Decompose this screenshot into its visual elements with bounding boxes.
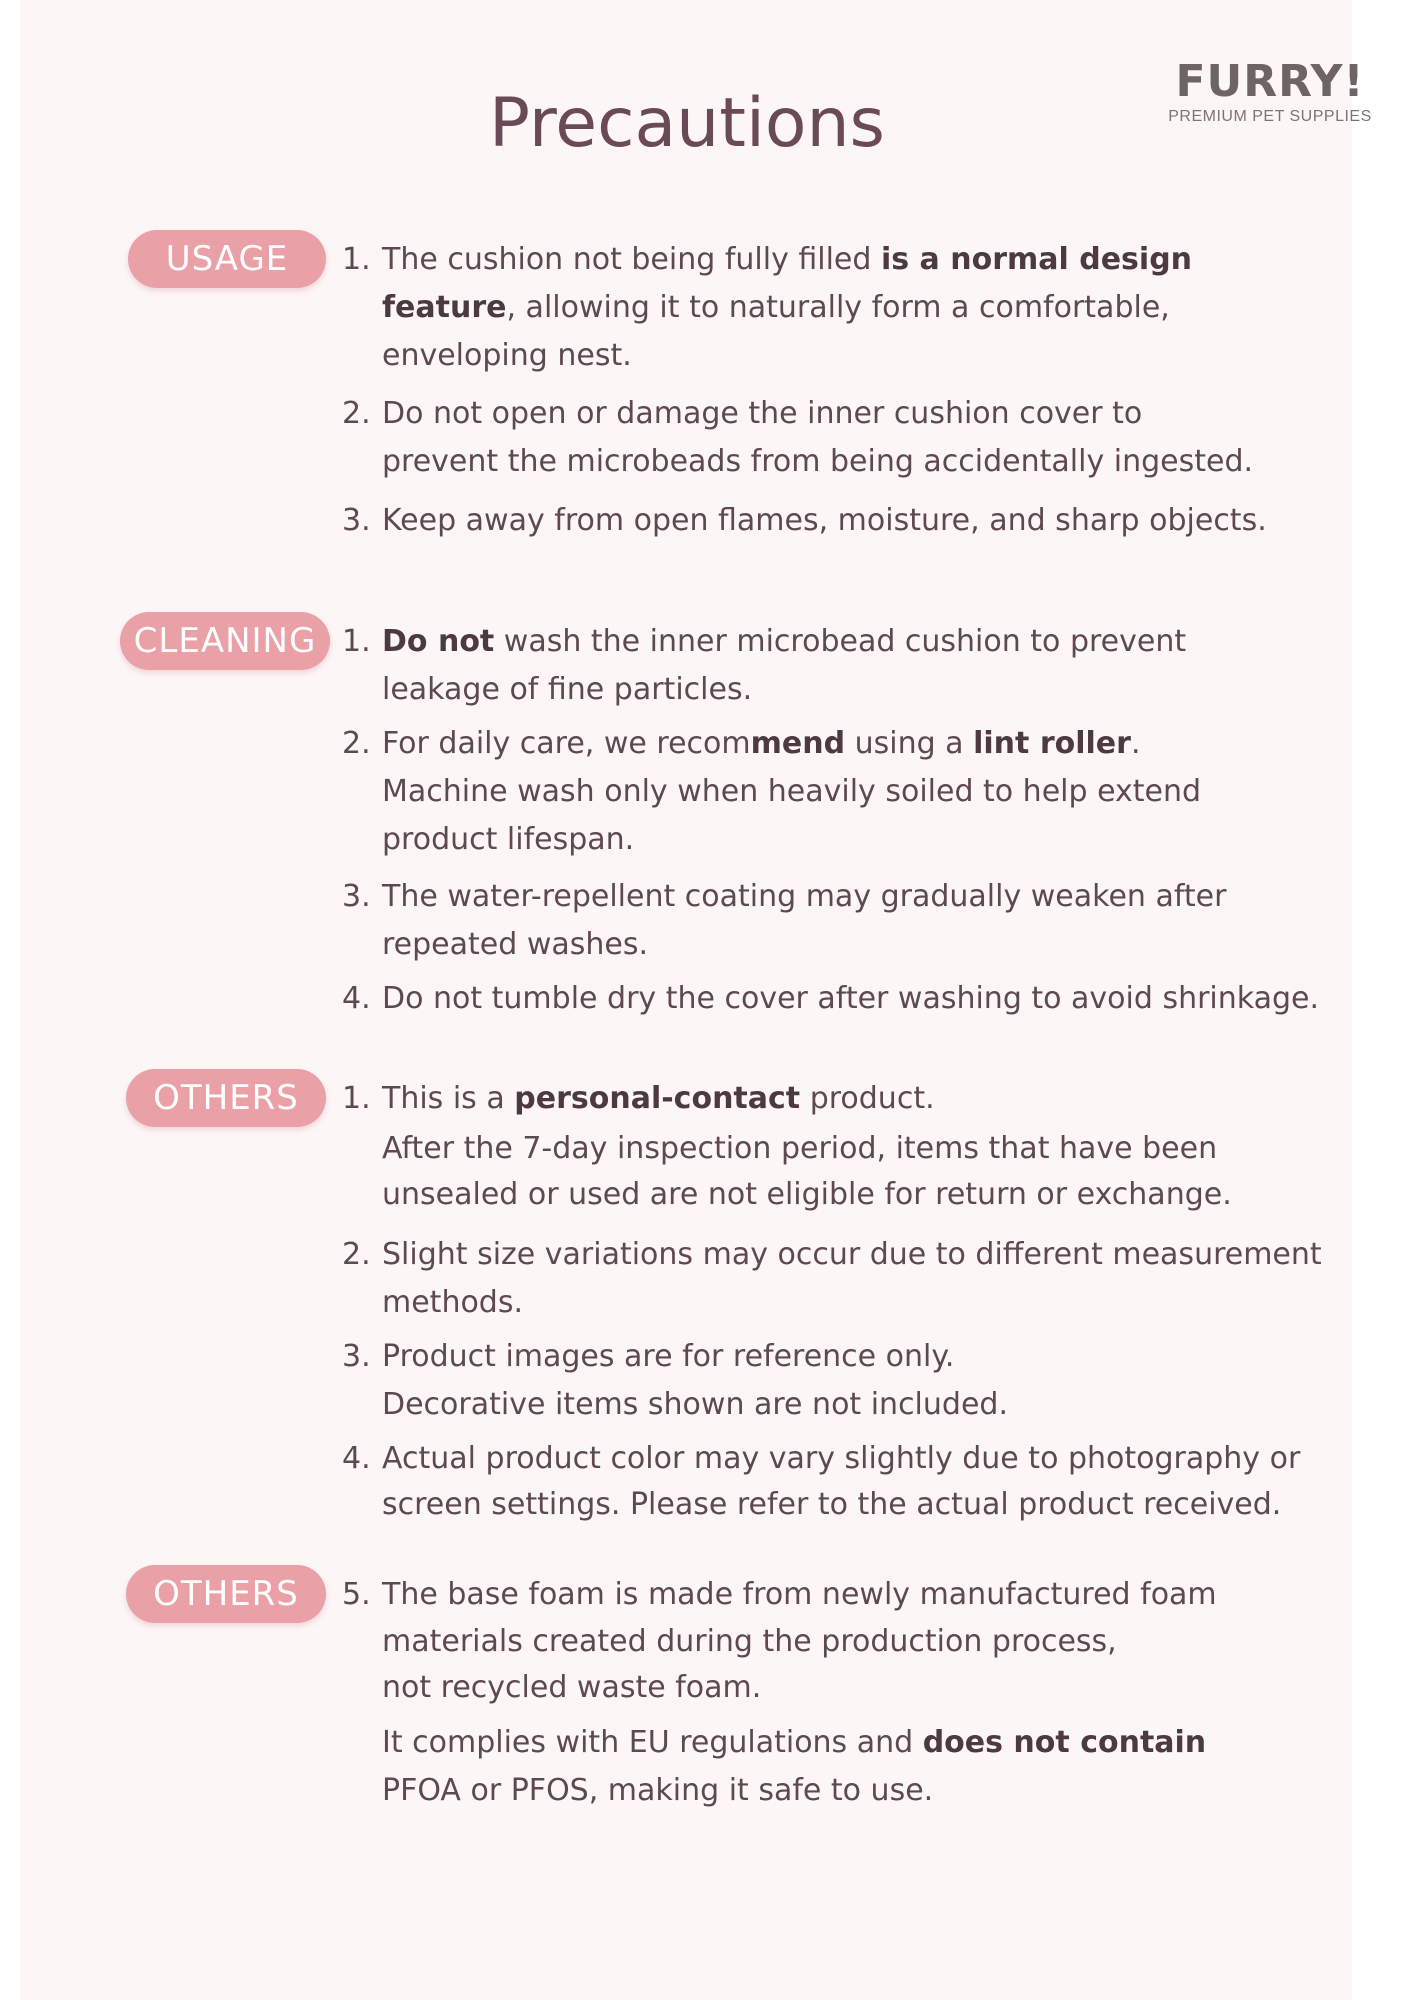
item-text-line	[382, 236, 1192, 284]
text: wash the inner microbead cushion to prevent	[494, 624, 1187, 659]
item-text-line	[382, 975, 1319, 1023]
item-text-line	[382, 1171, 1232, 1219]
brand-tagline: PREMIUM PET SUPPLIES	[1168, 108, 1372, 125]
item-text-line	[382, 332, 632, 380]
text: , making it safe to use.	[588, 1773, 934, 1808]
item-text-line	[382, 1333, 954, 1381]
item-text-line	[382, 1231, 1322, 1279]
item-number: 1.	[342, 1081, 371, 1116]
text: Keep away from open flames, moisture, and sharp objects.	[382, 503, 1267, 538]
item-number: 4.	[342, 981, 371, 1016]
text: For daily care, we recom	[382, 726, 751, 761]
item-text-line	[382, 1381, 1008, 1429]
text: .	[1130, 726, 1141, 761]
text: The water-repellent coating may gradually weaken after	[382, 879, 1227, 914]
brand-name: FURRY!	[1175, 56, 1365, 107]
item-number: 2.	[342, 1237, 371, 1272]
text: leakage of fine particles.	[382, 672, 753, 707]
text: Machine wash only when heavily soiled to help extend	[382, 774, 1202, 809]
bold-text: does not contain	[922, 1725, 1207, 1760]
item-text-line	[382, 1075, 935, 1123]
text: enveloping nest.	[382, 338, 632, 373]
text: not recycled waste foam.	[382, 1670, 762, 1705]
item-text-line	[382, 390, 1142, 438]
item-text-line	[382, 497, 1267, 545]
text: Slight size variations may occur due to different measurement	[382, 1237, 1322, 1272]
item-number: 4.	[342, 1441, 371, 1476]
item-text-line	[382, 1435, 1300, 1483]
section-tag: OTHERS	[126, 1069, 326, 1127]
text: , allowing it to naturally form a comfortable,	[506, 290, 1170, 325]
item-text-line	[382, 284, 1170, 332]
section-tag: OTHERS	[126, 1565, 326, 1623]
text: PFOA or PFOS	[382, 1773, 589, 1808]
text: product lifespan.	[382, 822, 635, 857]
item-text-line	[382, 1571, 1217, 1619]
text: Actual product color may vary slightly due to photography or	[382, 1441, 1301, 1476]
page-title: Precautions	[489, 84, 885, 163]
item-text-line	[382, 768, 1201, 816]
item-number: 3.	[342, 879, 371, 914]
section-tag: USAGE	[128, 230, 326, 288]
item-text-line	[382, 816, 634, 864]
item-number: 1.	[342, 624, 371, 659]
item-text-line	[382, 438, 1253, 486]
item-number: 2.	[342, 396, 371, 431]
bold-text: is a normal design	[880, 242, 1193, 277]
bold-text: feature	[382, 290, 507, 325]
item-number: 5.	[342, 1577, 371, 1612]
item-text-line	[382, 618, 1186, 666]
item-text-line	[382, 921, 648, 969]
text: Do not tumble dry the cover after washing to avoid shrinkage.	[382, 981, 1320, 1016]
text: The base foam is made from newly manufactured foam	[382, 1577, 1217, 1612]
text: After the 7-day inspection period, items that have been	[382, 1131, 1218, 1166]
text: Product images are for reference only.	[382, 1339, 955, 1374]
section-tag: CLEANING	[120, 612, 330, 670]
item-number: 1.	[342, 242, 371, 277]
item-text-line	[382, 720, 1140, 768]
item-text-line	[382, 1767, 933, 1815]
bold-text: mend	[750, 726, 846, 761]
text: unsealed or used are not eligible for return or exchange.	[382, 1177, 1232, 1212]
item-number: 2.	[342, 726, 371, 761]
text: This is a	[382, 1081, 515, 1116]
text: materials created during the production process,	[382, 1624, 1117, 1659]
item-text-line	[382, 1125, 1217, 1173]
item-text-line	[382, 873, 1226, 921]
item-text-line	[382, 1279, 523, 1327]
item-text-line	[382, 1481, 1281, 1529]
item-text-line	[382, 1719, 1206, 1767]
text: prevent the microbeads from being accidentally ingested.	[382, 444, 1254, 479]
text: using a	[845, 726, 974, 761]
text: Do not open or damage the inner cushion cover to	[382, 396, 1143, 431]
text: Decorative items shown are not included.	[382, 1387, 1008, 1422]
bold-text: personal-contact	[514, 1081, 801, 1116]
item-text-line	[382, 666, 752, 714]
text: methods.	[382, 1285, 524, 1320]
text: screen settings. Please refer to the actual product received.	[382, 1487, 1282, 1522]
text: product.	[800, 1081, 935, 1116]
bold-text: lint roller	[973, 726, 1131, 761]
item-number: 3.	[342, 1339, 371, 1374]
text: repeated washes.	[382, 927, 649, 962]
item-text-line	[382, 1664, 761, 1712]
item-text-line	[382, 1618, 1117, 1666]
bold-text: Do not	[382, 624, 495, 659]
text: It complies with EU regulations and	[382, 1725, 923, 1760]
text: The cushion not being fully filled	[382, 242, 881, 277]
item-number: 3.	[342, 503, 371, 538]
